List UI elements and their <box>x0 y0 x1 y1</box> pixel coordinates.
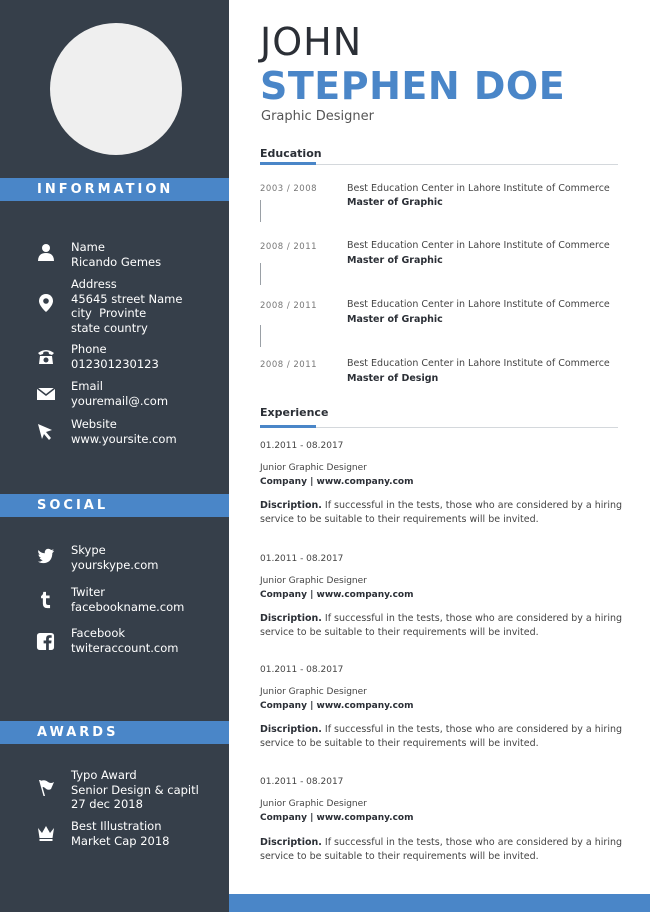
exp-date: 01.2011 - 08.2017 <box>260 441 344 451</box>
info-email-value: youremail@.com <box>71 393 169 408</box>
award-typo-line-1: Senior Design & capitl <box>71 782 199 797</box>
info-email-label: Email <box>71 379 103 393</box>
full-name-rest: STEPHEN DOE <box>260 64 566 108</box>
award-typo-line-2: 27 dec 2018 <box>71 797 143 811</box>
exp-date: 01.2011 - 08.2017 <box>260 665 344 675</box>
exp-company-name: Company <box>260 701 307 711</box>
exp-company: Company | www.company.com <box>260 590 414 600</box>
exp-description <box>260 499 625 527</box>
social-title: SOCIAL <box>37 498 109 513</box>
exp-desc-label: Discription. <box>260 500 322 511</box>
social-twiter-label: Twiter <box>71 585 106 599</box>
job-title: Graphic Designer <box>261 109 374 124</box>
exp-desc-text: If successful in the tests, those who are considered by a hiring service to be suitable to their requirements will be invited. <box>260 724 623 749</box>
location-pin-icon <box>36 293 56 313</box>
mail-icon <box>36 384 56 404</box>
experience-rule-accent <box>260 425 316 428</box>
edu-degree: Master of Graphic <box>347 255 443 266</box>
award-illustration-label: Best Illustration <box>71 819 162 833</box>
exp-description <box>260 723 625 751</box>
twitter-icon <box>37 547 55 565</box>
edu-tick <box>260 200 261 222</box>
exp-company: Company | www.company.com <box>260 701 414 711</box>
info-website-value: www.yoursite.com <box>71 431 177 446</box>
awards-title: AWARDS <box>37 725 119 740</box>
info-address-line-3: state country <box>71 320 148 335</box>
edu-date: 2008 / 2011 <box>260 360 318 370</box>
exp-description <box>260 612 625 640</box>
exp-date: 01.2011 - 08.2017 <box>260 554 344 564</box>
info-address-label: Address <box>71 277 117 291</box>
info-phone-value: 012301230123 <box>71 356 159 371</box>
cursor-icon <box>36 422 56 442</box>
phone-icon <box>36 346 56 366</box>
edu-degree: Master of Graphic <box>347 197 443 208</box>
exp-company-name: Company <box>260 590 307 600</box>
info-phone-label: Phone <box>71 342 107 356</box>
information-header <box>0 178 229 201</box>
social-facebook-label: Facebook <box>71 626 126 640</box>
edu-date: 2008 / 2011 <box>260 242 318 252</box>
awards-header <box>0 721 229 744</box>
award-typo-label: Typo Award <box>71 768 137 782</box>
exp-role: Junior Graphic Designer <box>260 576 367 586</box>
award-illustration-line-1: Market Cap 2018 <box>71 833 170 848</box>
profile-photo-placeholder <box>50 23 182 155</box>
info-address-line-1: 45645 street Name <box>71 291 183 306</box>
exp-company: Company | www.company.com <box>260 477 414 487</box>
education-rule-accent <box>260 162 316 165</box>
social-twiter-value[interactable]: facebookname.com <box>71 599 185 614</box>
experience-title: Experience <box>260 406 329 419</box>
exp-company-url[interactable]: www.company.com <box>316 701 414 711</box>
exp-company-url[interactable]: www.company.com <box>316 590 414 600</box>
exp-company-name: Company <box>260 813 307 823</box>
exp-company-name: Company <box>260 477 307 487</box>
exp-company-url[interactable]: www.company.com <box>316 477 414 487</box>
social-skype-label: Skype <box>71 543 106 557</box>
exp-desc-label: Discription. <box>260 724 322 735</box>
flag-icon <box>36 778 56 798</box>
info-address-line-2: city Provinte <box>71 306 147 320</box>
edu-institution: Best Education Center in Lahore Institute of Commerce <box>347 240 610 251</box>
edu-institution: Best Education Center in Lahore Institute of Commerce <box>347 358 610 369</box>
exp-description <box>260 836 625 864</box>
edu-date: 2008 / 2011 <box>260 301 318 311</box>
edu-tick <box>260 325 261 347</box>
exp-desc-label: Discription. <box>260 837 322 848</box>
edu-tick <box>260 263 261 285</box>
edu-date: 2003 / 2008 <box>260 184 318 194</box>
exp-desc-text: If successful in the tests, those who are considered by a hiring service to be suitable to their requirements will be invited. <box>260 613 623 638</box>
tumblr-icon <box>37 591 55 609</box>
social-header <box>0 494 229 517</box>
sidebar <box>0 0 229 912</box>
facebook-icon <box>36 632 55 651</box>
social-facebook-value[interactable]: twiteraccount.com <box>71 640 179 655</box>
exp-company-url[interactable]: www.company.com <box>316 813 414 823</box>
footer-accent-bar <box>229 894 650 912</box>
information-title: INFORMATION <box>37 182 174 197</box>
crown-icon <box>36 823 56 843</box>
exp-role: Junior Graphic Designer <box>260 799 367 809</box>
edu-institution: Best Education Center in Lahore Institute of Commerce <box>347 183 610 194</box>
exp-desc-text: If successful in the tests, those who are considered by a hiring service to be suitable to their requirements will be invited. <box>260 837 623 862</box>
main-content <box>229 0 650 912</box>
edu-degree: Master of Design <box>347 373 439 384</box>
social-skype-value[interactable]: yourskype.com <box>71 557 159 572</box>
exp-desc-label: Discription. <box>260 613 322 624</box>
info-website-label: Website <box>71 417 117 431</box>
exp-role: Junior Graphic Designer <box>260 463 367 473</box>
education-title: Education <box>260 147 322 160</box>
user-icon <box>36 242 56 262</box>
first-name: JOHN <box>260 20 363 64</box>
info-name-value: Ricando Gemes <box>71 254 162 269</box>
exp-company: Company | www.company.com <box>260 813 414 823</box>
exp-role: Junior Graphic Designer <box>260 687 367 697</box>
edu-institution: Best Education Center in Lahore Institute of Commerce <box>347 299 610 310</box>
edu-degree: Master of Graphic <box>347 314 443 325</box>
exp-date: 01.2011 - 08.2017 <box>260 777 344 787</box>
info-name-label: Name <box>71 240 105 254</box>
exp-desc-text: If successful in the tests, those who are considered by a hiring service to be suitable to their requirements will be invited. <box>260 500 623 525</box>
